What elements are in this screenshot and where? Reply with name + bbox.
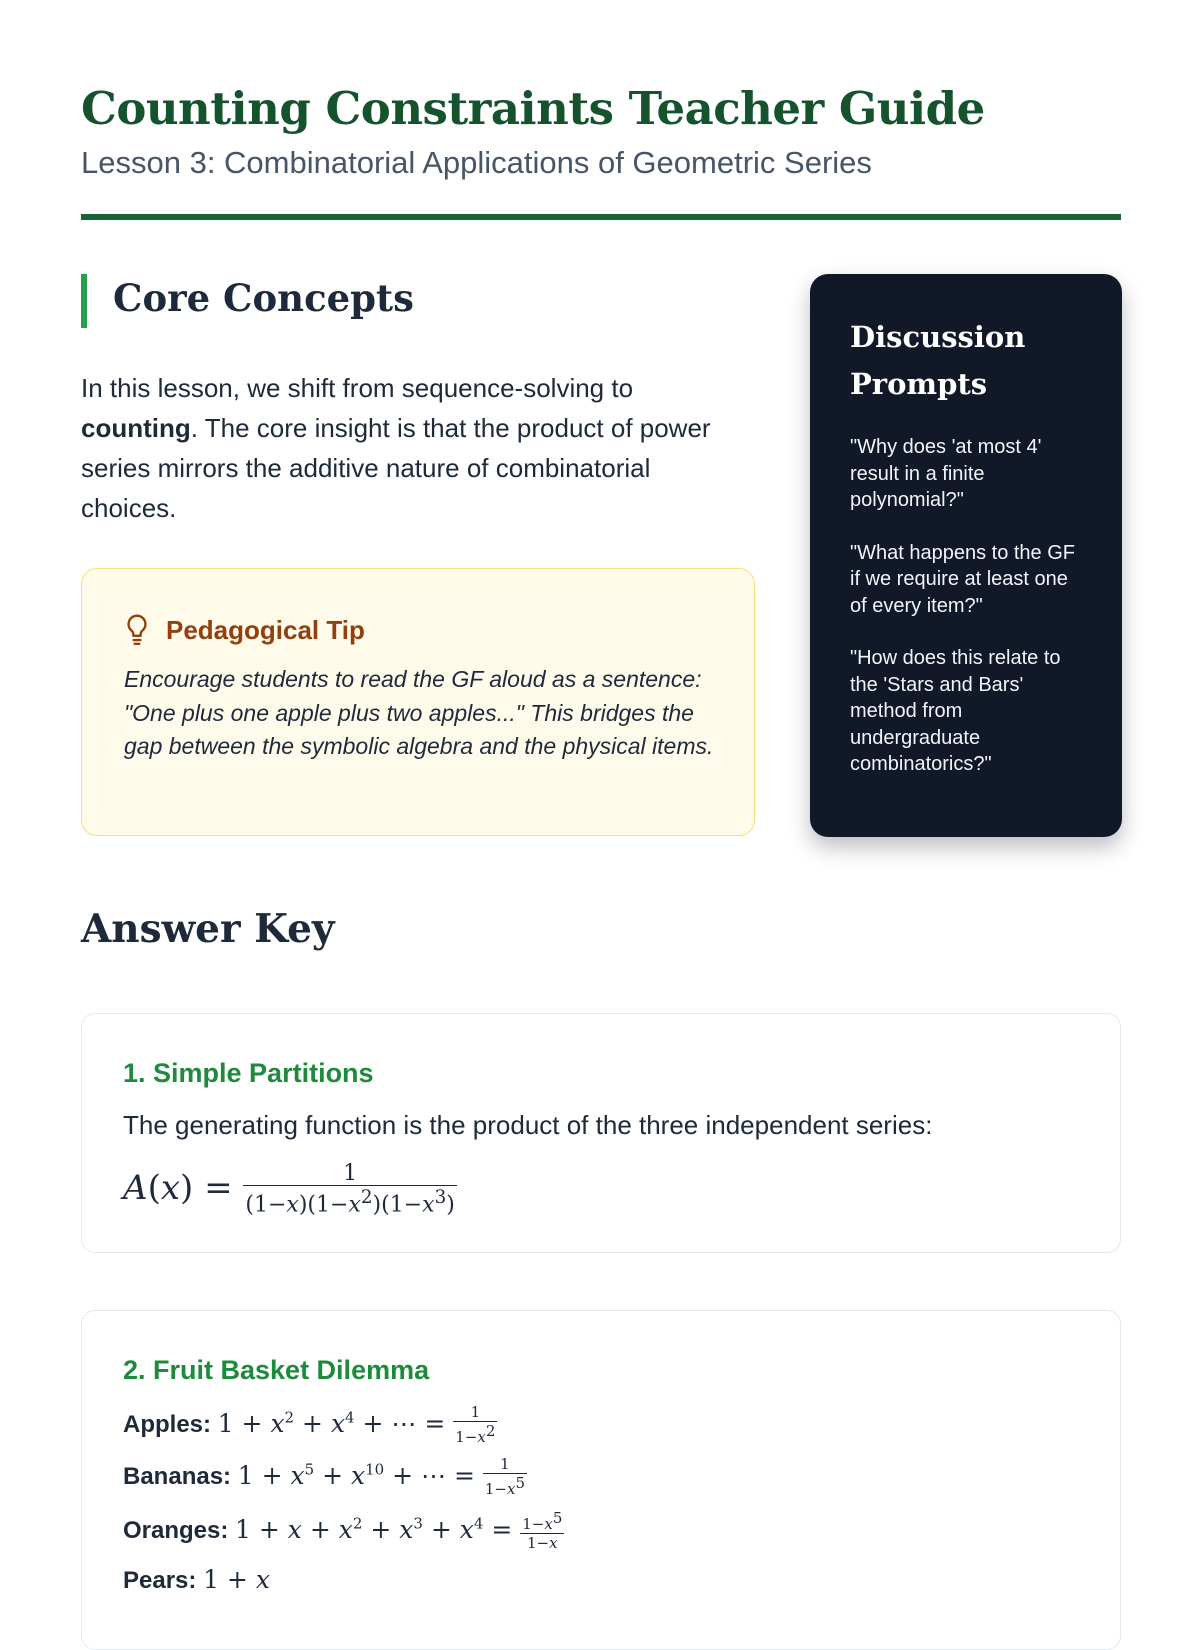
page-title: Counting Constraints Teacher Guide [81, 82, 985, 135]
answer-title: 1. Simple Partitions [123, 1058, 374, 1088]
section-accent-bar [81, 274, 87, 328]
discussion-prompt: "What happens to the GF if we require at least one of every item?" [850, 541, 1075, 617]
page-subtitle: Lesson 3: Combinatorial Applications of Geometric Series [81, 145, 872, 180]
discussion-prompts-panel [810, 274, 1122, 837]
answer-card-fruit-basket [81, 1310, 1121, 1650]
fruit-label: Bananas: [123, 1463, 232, 1490]
fruit-label: Pears: [123, 1567, 197, 1594]
fruit-series-pears: Pears: 1 + x [123, 1565, 270, 1594]
discussion-prompt: "How does this relate to the 'Stars and Bars' method from undergraduate combinatorics?" [850, 647, 1061, 775]
header-divider [81, 214, 1121, 220]
core-concepts-text [81, 368, 721, 528]
answer-card-simple-partitions [81, 1013, 1121, 1253]
answer-key-heading: Answer Key [81, 906, 335, 952]
fruit-label: Oranges: [123, 1517, 229, 1544]
generating-function-formula: A(x) = $\frac{1}{(1-x)(1-x^2)(1-x^3)}$ [123, 1161, 455, 1218]
discussion-prompts-heading: Discussion Prompts [850, 320, 1026, 401]
lightbulb-icon [124, 613, 150, 647]
tip-body: Encourage students to read the GF aloud as a sentence: "One plus one apple plus two apples..." This bridges the gap between the symbolic algebra and the physical items. [124, 666, 714, 759]
tip-header [124, 613, 365, 647]
answer-title: 2. Fruit Basket Dilemma [123, 1355, 430, 1385]
answer-text: The generating function is the product of the three independent series: [123, 1110, 933, 1140]
pedagogical-tip-box [81, 568, 755, 836]
fruit-series-apples: Apples: $1 + x^2 + x^4$ + ⋯ = $\frac{1}{1-x^2}$ [123, 1403, 496, 1446]
fruit-series-bananas: Bananas: $1 + x^5 + x^{10}$ + ⋯ = $\frac{1}{1-x^5}$ [123, 1455, 525, 1498]
intro-text-start: In this lesson, we shift from sequence-solving to [81, 373, 634, 403]
discussion-prompt: "Why does 'at most 4' result in a finite polynomial?" [850, 436, 1042, 511]
intro-emphasis: counting [81, 413, 191, 443]
intro-text-end: . The core insight is that the product of power series mirrors the additive nature of combinatorial choices. [81, 413, 711, 523]
core-concepts-heading: Core Concepts [113, 276, 414, 320]
tip-title: Pedagogical Tip [166, 614, 365, 645]
fruit-label: Apples: [123, 1411, 212, 1438]
fruit-series-oranges: Oranges: $1 + x + x^2 + x^3 + x^4$ = $\frac{1-x^5}{1-x}$ [123, 1509, 563, 1552]
